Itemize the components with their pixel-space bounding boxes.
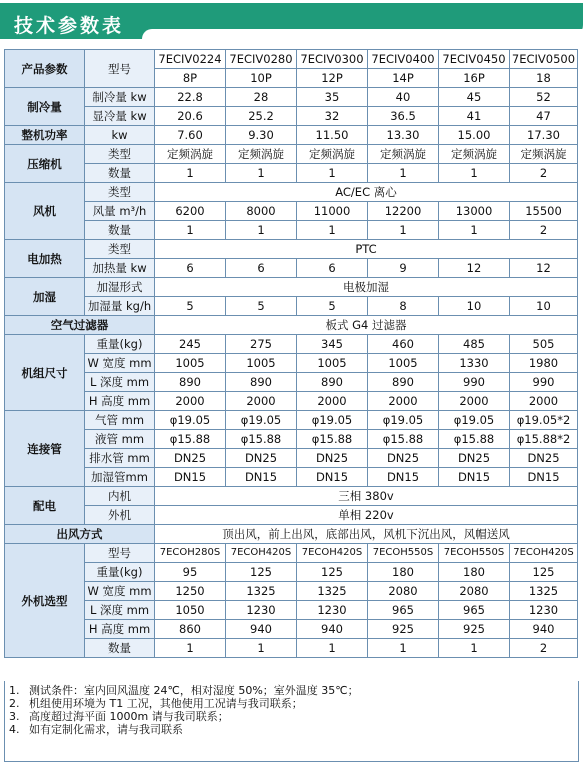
model-name: 7ECIV0450 — [439, 50, 510, 69]
table-row — [5, 639, 578, 658]
table-row — [5, 240, 578, 259]
unit-size-value: 460 — [368, 335, 439, 354]
outdoor-value: 940 — [510, 620, 578, 639]
unit-size-value: 2000 — [226, 392, 297, 411]
unit-size-label: 机组尺寸 — [5, 335, 85, 411]
unit-size-sub: 重量(kg) — [85, 335, 155, 354]
outdoor-value: 1 — [439, 639, 510, 658]
compressor-label: 压缩机 — [5, 145, 85, 183]
outdoor-sub: W 宽度 mm — [85, 582, 155, 601]
pipes-value: φ19.05 — [226, 411, 297, 430]
unit-size-value: 1005 — [226, 354, 297, 373]
pipes-value: DN15 — [439, 468, 510, 487]
pipes-value: DN15 — [510, 468, 578, 487]
power-value: 9.30 — [226, 126, 297, 145]
outdoor-value: 1 — [155, 639, 226, 658]
model-hp: 12P — [297, 69, 368, 88]
notes — [4, 681, 579, 762]
outdoor-value: 1050 — [155, 601, 226, 620]
heater-value: 6 — [155, 259, 226, 278]
pipes-value: DN15 — [155, 468, 226, 487]
note-item — [5, 723, 578, 736]
table-row — [5, 506, 578, 525]
humidifier-label: 加湿 — [5, 278, 85, 316]
unit-size-value: 1005 — [368, 354, 439, 373]
outdoor-value: 1325 — [510, 582, 578, 601]
outdoor-value: 965 — [439, 601, 510, 620]
table-row — [5, 126, 578, 145]
heater-value: 6 — [226, 259, 297, 278]
outdoor-value: 1230 — [297, 601, 368, 620]
outdoor-value: 925 — [439, 620, 510, 639]
table-row — [5, 221, 578, 240]
cooling-label: 制冷量 — [5, 88, 85, 126]
outdoor-value: 1 — [297, 639, 368, 658]
outdoor-value: 125 — [510, 563, 578, 582]
pipes-value: DN25 — [368, 449, 439, 468]
unit-size-value: 2000 — [297, 392, 368, 411]
cooling-value: 40 — [368, 88, 439, 107]
fan-type-value: AC/EC 离心 — [155, 183, 578, 202]
heater-label: 电加热 — [5, 240, 85, 278]
unit-size-sub: W 宽度 mm — [85, 354, 155, 373]
outdoor-sub: 型号 — [85, 544, 155, 563]
note-text: 机组使用环境为 T1 工况，其他使用工况请与我司联系； — [29, 697, 303, 710]
pipes-value: φ15.88 — [226, 430, 297, 449]
humidifier-value: 10 — [439, 297, 510, 316]
table-row — [5, 335, 578, 354]
table-row — [5, 620, 578, 639]
power-label: 整机功率 — [5, 126, 85, 145]
unit-size-value: 2000 — [155, 392, 226, 411]
cooling-value: 41 — [439, 107, 510, 126]
power-value: 15.00 — [439, 126, 510, 145]
table-row — [5, 544, 578, 563]
pipes-value: DN25 — [155, 449, 226, 468]
unit-size-value: 990 — [510, 373, 578, 392]
outdoor-value: 1325 — [226, 582, 297, 601]
compressor-value: 1 — [439, 164, 510, 183]
note-text: 如有定制化需求，请与我司联系 — [29, 723, 183, 736]
power-sub: kw — [85, 126, 155, 145]
outdoor-value: 125 — [297, 563, 368, 582]
note-text: 测试条件：室内回风温度 24℃，相对湿度 50%；室外温度 35℃； — [29, 684, 359, 697]
outdoor-sub: H 高度 mm — [85, 620, 155, 639]
note-number: 4. — [9, 723, 20, 736]
power-supply-value: 单相 220v — [155, 506, 578, 525]
outdoor-value: 1230 — [510, 601, 578, 620]
power-supply-sub: 内机 — [85, 487, 155, 506]
unit-size-value: 505 — [510, 335, 578, 354]
outdoor-value: 1250 — [155, 582, 226, 601]
outdoor-value: 925 — [368, 620, 439, 639]
table-row — [5, 50, 578, 69]
table-row — [5, 259, 578, 278]
unit-size-value: 890 — [368, 373, 439, 392]
humidifier-value: 10 — [510, 297, 578, 316]
air-outlet-value: 顶出风，前上出风，底部出风，风机下沉出风，风帽送风 — [155, 525, 578, 544]
outdoor-value: 860 — [155, 620, 226, 639]
power-supply-label: 配电 — [5, 487, 85, 525]
cooling-sub: 制冷量 kw — [85, 88, 155, 107]
compressor-value: 1 — [297, 164, 368, 183]
unit-size-sub: H 高度 mm — [85, 392, 155, 411]
model-hp: 16P — [439, 69, 510, 88]
table-row — [5, 183, 578, 202]
unit-size-value: 1005 — [155, 354, 226, 373]
unit-size-value: 2000 — [368, 392, 439, 411]
unit-size-value: 2000 — [510, 392, 578, 411]
power-value: 17.30 — [510, 126, 578, 145]
model-hp: 18 — [510, 69, 578, 88]
pipes-value: DN25 — [510, 449, 578, 468]
outdoor-value: 7ECOH420S — [297, 544, 368, 563]
cooling-value: 35 — [297, 88, 368, 107]
cooling-value: 20.6 — [155, 107, 226, 126]
table-row — [5, 145, 578, 164]
unit-size-value: 2000 — [439, 392, 510, 411]
compressor-value: 定频涡旋 — [368, 145, 439, 164]
note-item — [5, 697, 578, 710]
outdoor-value: 2080 — [439, 582, 510, 601]
humidifier-sub: 加湿量 kg/h — [85, 297, 155, 316]
pipes-value: φ15.88 — [155, 430, 226, 449]
pipes-value: DN25 — [226, 449, 297, 468]
table-row — [5, 430, 578, 449]
heater-value: 12 — [510, 259, 578, 278]
table-row — [5, 582, 578, 601]
pipes-value: DN15 — [368, 468, 439, 487]
compressor-value: 2 — [510, 164, 578, 183]
fan-sub: 数量 — [85, 221, 155, 240]
humidifier-value: 5 — [226, 297, 297, 316]
heater-value: 9 — [368, 259, 439, 278]
power-value: 7.60 — [155, 126, 226, 145]
pipes-value: DN15 — [297, 468, 368, 487]
humidifier-value: 5 — [155, 297, 226, 316]
heater-type-value: PTC — [155, 240, 578, 259]
pipes-value: φ19.05*2 — [510, 411, 578, 430]
model-name: 7ECIV0300 — [297, 50, 368, 69]
fan-value: 8000 — [226, 202, 297, 221]
pipes-value: φ15.88 — [297, 430, 368, 449]
unit-size-value: 1330 — [439, 354, 510, 373]
pipes-value: φ19.05 — [439, 411, 510, 430]
table-row — [5, 601, 578, 620]
unit-size-value: 245 — [155, 335, 226, 354]
unit-size-value: 890 — [226, 373, 297, 392]
table-row — [5, 468, 578, 487]
compressor-value: 定频涡旋 — [155, 145, 226, 164]
compressor-value: 1 — [155, 164, 226, 183]
pipes-value: φ19.05 — [368, 411, 439, 430]
filter-value: 板式 G4 过滤器 — [155, 316, 578, 335]
compressor-value: 1 — [226, 164, 297, 183]
table-row — [5, 297, 578, 316]
note-number: 3. — [9, 710, 20, 723]
pipes-value: DN25 — [297, 449, 368, 468]
outdoor-value: 1230 — [226, 601, 297, 620]
outdoor-sub: L 深度 mm — [85, 601, 155, 620]
outdoor-value: 180 — [439, 563, 510, 582]
outdoor-value: 125 — [226, 563, 297, 582]
note-number: 2. — [9, 697, 20, 710]
pipes-sub: 排水管 mm — [85, 449, 155, 468]
humidifier-type-label: 加湿形式 — [85, 278, 155, 297]
outdoor-value: 1 — [226, 639, 297, 658]
outdoor-value: 2080 — [368, 582, 439, 601]
outdoor-value: 7ECOH280S — [155, 544, 226, 563]
model-name: 7ECIV0224 — [155, 50, 226, 69]
pipes-value: φ19.05 — [297, 411, 368, 430]
header — [0, 0, 583, 44]
pipes-sub: 液管 mm — [85, 430, 155, 449]
humidifier-value: 5 — [297, 297, 368, 316]
table-row — [5, 563, 578, 582]
cooling-value: 25.2 — [226, 107, 297, 126]
pipes-value: φ19.05 — [155, 411, 226, 430]
cooling-value: 32 — [297, 107, 368, 126]
outdoor-value: 940 — [297, 620, 368, 639]
pipes-value: DN25 — [439, 449, 510, 468]
table-row — [5, 202, 578, 221]
unit-size-value: 345 — [297, 335, 368, 354]
compressor-sub: 类型 — [85, 145, 155, 164]
fan-value: 1 — [368, 221, 439, 240]
note-item — [5, 710, 578, 723]
table-row — [5, 525, 578, 544]
model-header: 型号 — [85, 50, 155, 88]
fan-value: 2 — [510, 221, 578, 240]
outdoor-value: 1 — [368, 639, 439, 658]
unit-size-value: 890 — [297, 373, 368, 392]
outdoor-value: 7ECOH550S — [439, 544, 510, 563]
param-header: 产品参数 — [5, 50, 85, 88]
fan-value: 1 — [439, 221, 510, 240]
compressor-sub: 数量 — [85, 164, 155, 183]
heater-value: 12 — [439, 259, 510, 278]
model-name: 7ECIV0400 — [368, 50, 439, 69]
unit-size-value: 890 — [155, 373, 226, 392]
table-row — [5, 487, 578, 506]
compressor-value: 1 — [368, 164, 439, 183]
fan-value: 13000 — [439, 202, 510, 221]
cooling-value: 52 — [510, 88, 578, 107]
outdoor-value: 965 — [368, 601, 439, 620]
pipes-label: 连接管 — [5, 411, 85, 487]
title-bar — [0, 3, 583, 39]
fan-value: 1 — [226, 221, 297, 240]
compressor-value: 定频涡旋 — [439, 145, 510, 164]
unit-size-value: 485 — [439, 335, 510, 354]
unit-size-value: 1980 — [510, 354, 578, 373]
fan-value: 1 — [155, 221, 226, 240]
outdoor-sub: 数量 — [85, 639, 155, 658]
outdoor-value: 7ECOH420S — [226, 544, 297, 563]
pipes-value: φ15.88*2 — [510, 430, 578, 449]
power-supply-sub: 外机 — [85, 506, 155, 525]
table-row — [5, 449, 578, 468]
pipes-value: φ15.88 — [368, 430, 439, 449]
fan-value: 12200 — [368, 202, 439, 221]
pipes-value: φ15.88 — [439, 430, 510, 449]
note-text: 高度超过海平面 1000m 请与我司联系； — [29, 710, 229, 723]
outdoor-value: 940 — [226, 620, 297, 639]
outdoor-value: 7ECOH420S — [510, 544, 578, 563]
cooling-value: 22.8 — [155, 88, 226, 107]
outdoor-value: 180 — [368, 563, 439, 582]
power-supply-value: 三相 380v — [155, 487, 578, 506]
fan-value: 15500 — [510, 202, 578, 221]
cooling-value: 36.5 — [368, 107, 439, 126]
unit-size-sub: L 深度 mm — [85, 373, 155, 392]
compressor-value: 定频涡旋 — [226, 145, 297, 164]
fan-type-label: 类型 — [85, 183, 155, 202]
outdoor-sub: 重量(kg) — [85, 563, 155, 582]
model-hp: 8P — [155, 69, 226, 88]
table-row — [5, 411, 578, 430]
spec-table — [4, 49, 578, 658]
spec-table-wrap — [4, 49, 577, 658]
table-row — [5, 164, 578, 183]
table-row — [5, 88, 578, 107]
outdoor-label: 外机选型 — [5, 544, 85, 658]
outdoor-value: 2 — [510, 639, 578, 658]
air-outlet-label: 出风方式 — [5, 525, 155, 544]
table-row — [5, 392, 578, 411]
pipes-sub: 气管 mm — [85, 411, 155, 430]
pipes-sub: 加湿管mm — [85, 468, 155, 487]
heater-type-label: 类型 — [85, 240, 155, 259]
filter-label: 空气过滤器 — [5, 316, 155, 335]
table-row — [5, 354, 578, 373]
cooling-value: 28 — [226, 88, 297, 107]
table-row — [5, 107, 578, 126]
unit-size-value: 1005 — [297, 354, 368, 373]
fan-value: 6200 — [155, 202, 226, 221]
note-item — [5, 684, 578, 697]
model-name: 7ECIV0500 — [510, 50, 578, 69]
table-row — [5, 278, 578, 297]
unit-size-value: 275 — [226, 335, 297, 354]
humidifier-value: 8 — [368, 297, 439, 316]
power-value: 13.30 — [368, 126, 439, 145]
fan-label: 风机 — [5, 183, 85, 240]
table-row — [5, 373, 578, 392]
cooling-value: 47 — [510, 107, 578, 126]
fan-value: 1 — [297, 221, 368, 240]
model-hp: 10P — [226, 69, 297, 88]
cooling-value: 45 — [439, 88, 510, 107]
note-number: 1. — [9, 684, 20, 697]
heater-value: 6 — [297, 259, 368, 278]
compressor-value: 定频涡旋 — [510, 145, 578, 164]
outdoor-value: 95 — [155, 563, 226, 582]
fan-value: 11000 — [297, 202, 368, 221]
fan-sub: 风量 m³/h — [85, 202, 155, 221]
pipes-value: DN15 — [226, 468, 297, 487]
outdoor-value: 7ECOH550S — [368, 544, 439, 563]
unit-size-value: 990 — [439, 373, 510, 392]
power-value: 11.50 — [297, 126, 368, 145]
table-row — [5, 316, 578, 335]
compressor-value: 定频涡旋 — [297, 145, 368, 164]
model-hp: 14P — [368, 69, 439, 88]
page-title: 技术参数表 — [14, 15, 125, 37]
outdoor-value: 1325 — [297, 582, 368, 601]
heater-sub: 加热量 kw — [85, 259, 155, 278]
humidifier-type-value: 电极加湿 — [155, 278, 578, 297]
cooling-sub: 显冷量 kw — [85, 107, 155, 126]
model-name: 7ECIV0280 — [226, 50, 297, 69]
